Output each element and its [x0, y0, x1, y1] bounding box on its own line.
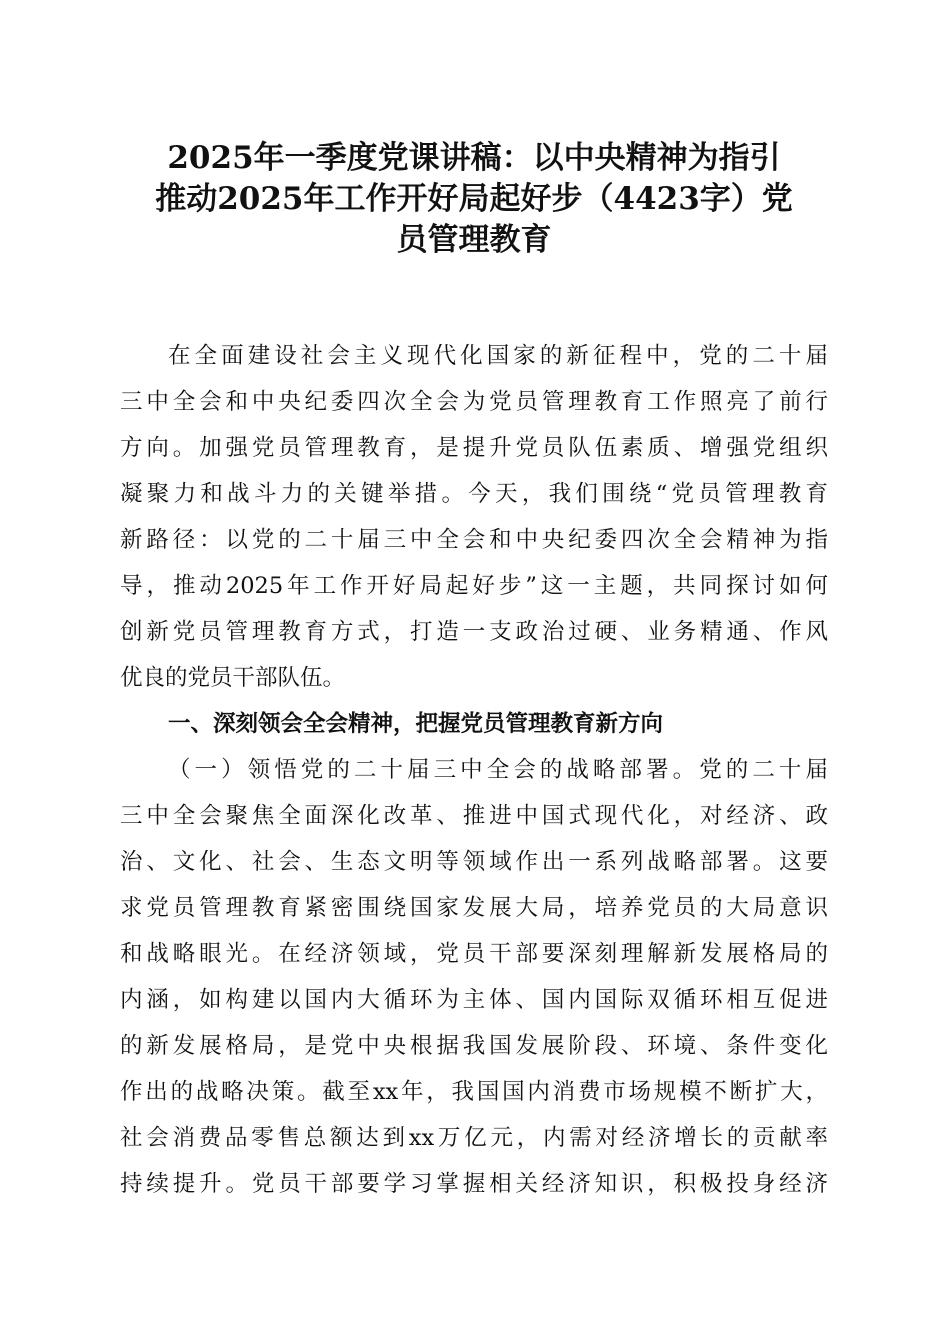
text-line: 社会消费品零售总额达到xx万亿元，内需对经济增长的贡献率 — [120, 1125, 828, 1151]
section-heading: 一、深刻领会全会精神，把握党员管理教育新方向 — [168, 711, 664, 737]
title-line: 推动2025年工作开好局起好步（4423字）党 — [155, 181, 793, 217]
text-line: 新路径：以党的二十届三中全会和中央纪委四次全会精神为指 — [120, 527, 828, 553]
document-page — [120, 138, 828, 1207]
text-line: 作出的战略决策。截至xx年，我国国内消费市场规模不断扩大， — [120, 1079, 828, 1105]
section-paragraph — [120, 747, 828, 1207]
title-line: 2025年一季度党课讲稿：以中央精神为指引 — [167, 140, 781, 176]
document-title — [120, 138, 828, 261]
text-line: 治、文化、社会、生态文明等领域作出一系列战略部署。这要 — [120, 849, 828, 875]
text-line: 方向。加强党员管理教育，是提升党员队伍素质、增强党组织 — [120, 435, 828, 461]
text-line: 在全面建设社会主义现代化国家的新征程中，党的二十届 — [168, 343, 828, 369]
intro-paragraph — [120, 333, 828, 701]
text-line: 求党员管理教育紧密围绕国家发展大局，培养党员的大局意识 — [120, 895, 828, 921]
text-line: 三中全会和中央纪委四次全会为党员管理教育工作照亮了前行 — [120, 389, 828, 415]
text-line: 三中全会聚焦全面深化改革、推进中国式现代化，对经济、政 — [120, 803, 828, 829]
text-line: 的新发展格局，是党中央根据我国发展阶段、环境、条件变化 — [120, 1033, 828, 1059]
title-line: 员管理教育 — [396, 222, 552, 258]
document-body — [120, 333, 828, 1207]
text-line: 持续提升。党员干部要学习掌握相关经济知识，积极投身经济 — [120, 1171, 828, 1197]
text-line: 创新党员管理教育方式，打造一支政治过硬、业务精通、作风 — [120, 619, 828, 645]
text-line: （一）领悟党的二十届三中全会的战略部署。党的二十届 — [168, 757, 828, 783]
text-line: 内涵，如构建以国内大循环为主体、国内国际双循环相互促进 — [120, 987, 828, 1013]
text-line: 优良的党员干部队伍。 — [120, 665, 346, 691]
text-line: 凝聚力和战斗力的关键举措。今天，我们围绕“党员管理教育 — [120, 481, 828, 507]
text-line: 和战略眼光。在经济领域，党员干部要深刻理解新发展格局的 — [120, 941, 828, 967]
text-line: 导，推动2025年工作开好局起好步”这一主题，共同探讨如何 — [120, 573, 828, 599]
